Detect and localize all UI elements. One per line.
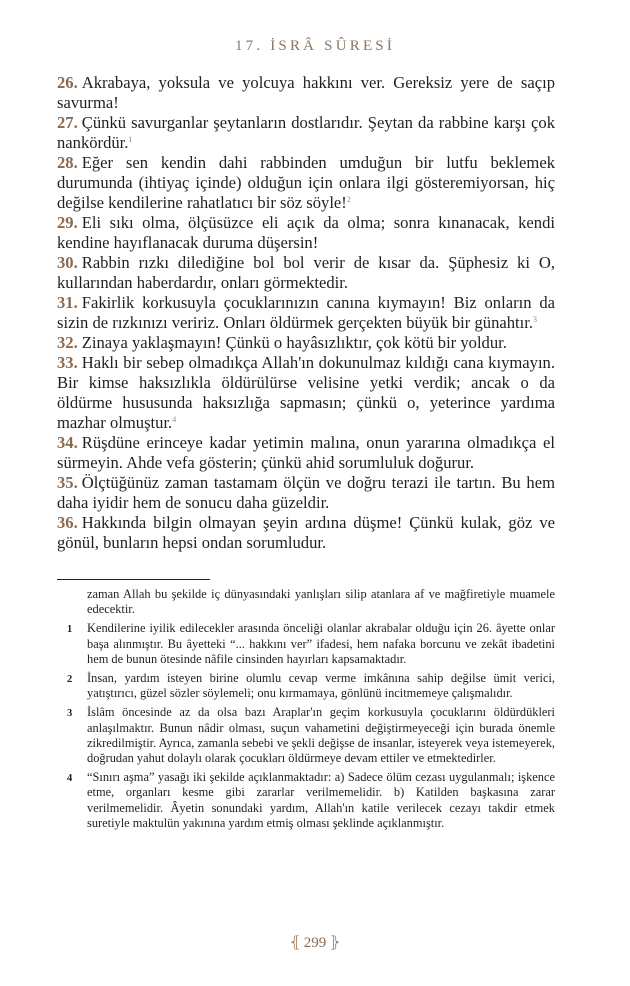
verse-text: Haklı bir sebep olmadıkça Allah'ın dokunulmaz kıldığı cana kıymayın. Bir kimse haksızlıkla öldürülürse velisine yetki verdik; ancak o da öldürme hususunda haksızlığa sapmasın; çünkü o, yeterince yardıma mazhar olmuştur.: [57, 353, 555, 432]
verse-text: Zinaya yaklaşmayın! Çünkü o hayâsızlıktır, çok kötü bir yoldur.: [81, 333, 507, 352]
footnote-text: İnsan, yardım isteyen birine olumlu cevap verme imkânına sahip değilse ümit verici, yatıştırıcı, güzel sözler söylemeli; onu kırmamaya, gönlünü incitmemeye çalışmalıdır.: [87, 671, 555, 701]
footnote-ref[interactable]: 1: [128, 135, 133, 144]
footnote-list: [57, 587, 555, 835]
verse-text: Fakirlik korkusuyla çocuklarınızın canına kıymayın! Biz onların da sizin de rızkınızı veririz. Onları öldürmek gerçekten büyük bir günahtır.: [57, 293, 555, 332]
verse-text: Çünkü savurganlar şeytanların dostlarıdır. Şeytan da rabbine karşı çok nankördür.: [57, 113, 555, 152]
page-number-value: 299: [303, 935, 327, 951]
footnote-mark: [57, 587, 87, 617]
verse-number: 31.: [57, 293, 78, 312]
verse: [57, 253, 555, 293]
verse-text: Rabbin rızkı dilediğine bol bol verir de kısar da. Şüphesiz ki O, kullarından haberdardır, onları görmektedir.: [57, 253, 555, 292]
verse-number: 30.: [57, 253, 78, 272]
verse: [57, 113, 555, 153]
running-header: 17. İSRÂ SÛRESİ: [234, 38, 396, 54]
footnote-ref[interactable]: 3: [533, 315, 538, 324]
verse-text: Rüşdüne erinceye kadar yetimin malına, onun yararına olmadıkça el sürmeyin. Ahde vefa gösterin; çünkü ahid sorumluluk doğurur.: [57, 433, 555, 472]
ornament-left-icon: ⦃: [289, 935, 301, 951]
verse-text: Akrabaya, yoksula ve yolcuya hakkını ver. Gereksiz yere de saçıp savurma!: [57, 73, 555, 112]
verse-number: 28.: [57, 153, 78, 172]
verse-number: 32.: [57, 333, 78, 352]
footnote: [57, 705, 555, 766]
footnote: [57, 770, 555, 831]
verse-text: Ölçtüğünüz zaman tastamam ölçün ve doğru terazi ile tartın. Bu hem daha iyidir hem de sonucu daha güzeldir.: [57, 473, 555, 512]
verse-number: 34.: [57, 433, 78, 452]
verse: [57, 213, 555, 253]
verse-number: 35.: [57, 473, 78, 492]
footnote: [57, 621, 555, 667]
footnote: [57, 587, 555, 617]
footnote-ref[interactable]: 4: [172, 415, 177, 424]
footnote-text: zaman Allah bu şekilde iç dünyasındaki yanlışları silip atanlara af ve mağfiretiyle muamele edecektir.: [87, 587, 555, 617]
verse-number: 29.: [57, 213, 78, 232]
verse: [57, 473, 555, 513]
verse-text: Eli sıkı olma, ölçüsüzce eli açık da olma; sonra kınanacak, kendi kendine hayıflanacak duruma düşersin!: [57, 213, 555, 252]
footnote-mark: 2: [67, 674, 73, 686]
verse-number: 26.: [57, 73, 78, 92]
verse-list: [57, 73, 555, 553]
page-number: [0, 933, 630, 952]
footnote-text: Kendilerine iyilik edilecekler arasında önceliği olanlar akrabalar olduğu için 26. âyette onlar başa alınmıştır. Bu âyetteki “... hakkını ver” ifadesi, hem nafaka borcunu ve zekât ibadetini hem de bunun ötesinde nâfile cinsinden hayırları kapsamaktadır.: [87, 621, 555, 666]
footnote-ref[interactable]: 2: [346, 195, 351, 204]
footnote-text: İslâm öncesinde az da olsa bazı Araplar'ın geçim korkusuyla çocuklarını öldürdükleri anlaşılmaktır. Bunun nâdir olması, suçun vahametini değiştirmeyeceği için burada önemle zikredilmiştir. Ayrıca, zamanla sebebi ve şekli değişse de insanlar, isteyerek veya istemeyerek, doğrudan yahut dolaylı olarak çocukları öldürmeye devam ettiler ve etmektedirler.: [87, 705, 555, 766]
verse-text: Hakkında bilgin olmayan şeyin ardına düşme! Çünkü kulak, göz ve gönül, bunların hepsi ondan sorumludur.: [57, 513, 555, 552]
ornament-right-icon: ⦄: [329, 935, 341, 951]
verse-number: 33.: [57, 353, 78, 372]
verse: [57, 433, 555, 473]
verse-text: Eğer sen kendin dahi rabbinden umduğun bir lutfu beklemek durumunda (ihtiyaç içinde) olduğun için onlara ilgi gösteremiyorsan, hiç değilse kendilerine rahatlatıcı bir söz söyle!: [57, 153, 555, 212]
footnote-mark: 3: [67, 708, 73, 720]
footnote-mark: 4: [67, 773, 73, 785]
footnote-text: “Sınırı aşma” yasağı iki şekilde açıklanmaktadır: a) Sadece ölüm cezası uygulanmalı; işkence etme, organları kesme gibi zararlar verilmemelidir. b) Katilden başkasına zarar verilmemelidir. Âyetin sonundaki yardım, Allah'ın katile verilecek cezayı takdir etmek suretiyle maktulün yakınına yardım etmiş olması şeklinde açıklanmıştır.: [87, 770, 555, 830]
verse: [57, 293, 555, 333]
footnote-mark: 1: [67, 624, 73, 636]
verse: [57, 333, 555, 353]
verse: [57, 153, 555, 213]
verse-number: 36.: [57, 513, 78, 532]
verse: [57, 353, 555, 433]
verse: [57, 513, 555, 553]
verse: [57, 73, 555, 113]
footnote-divider: [57, 579, 210, 580]
verse-number: 27.: [57, 113, 78, 132]
footnote: [57, 671, 555, 701]
